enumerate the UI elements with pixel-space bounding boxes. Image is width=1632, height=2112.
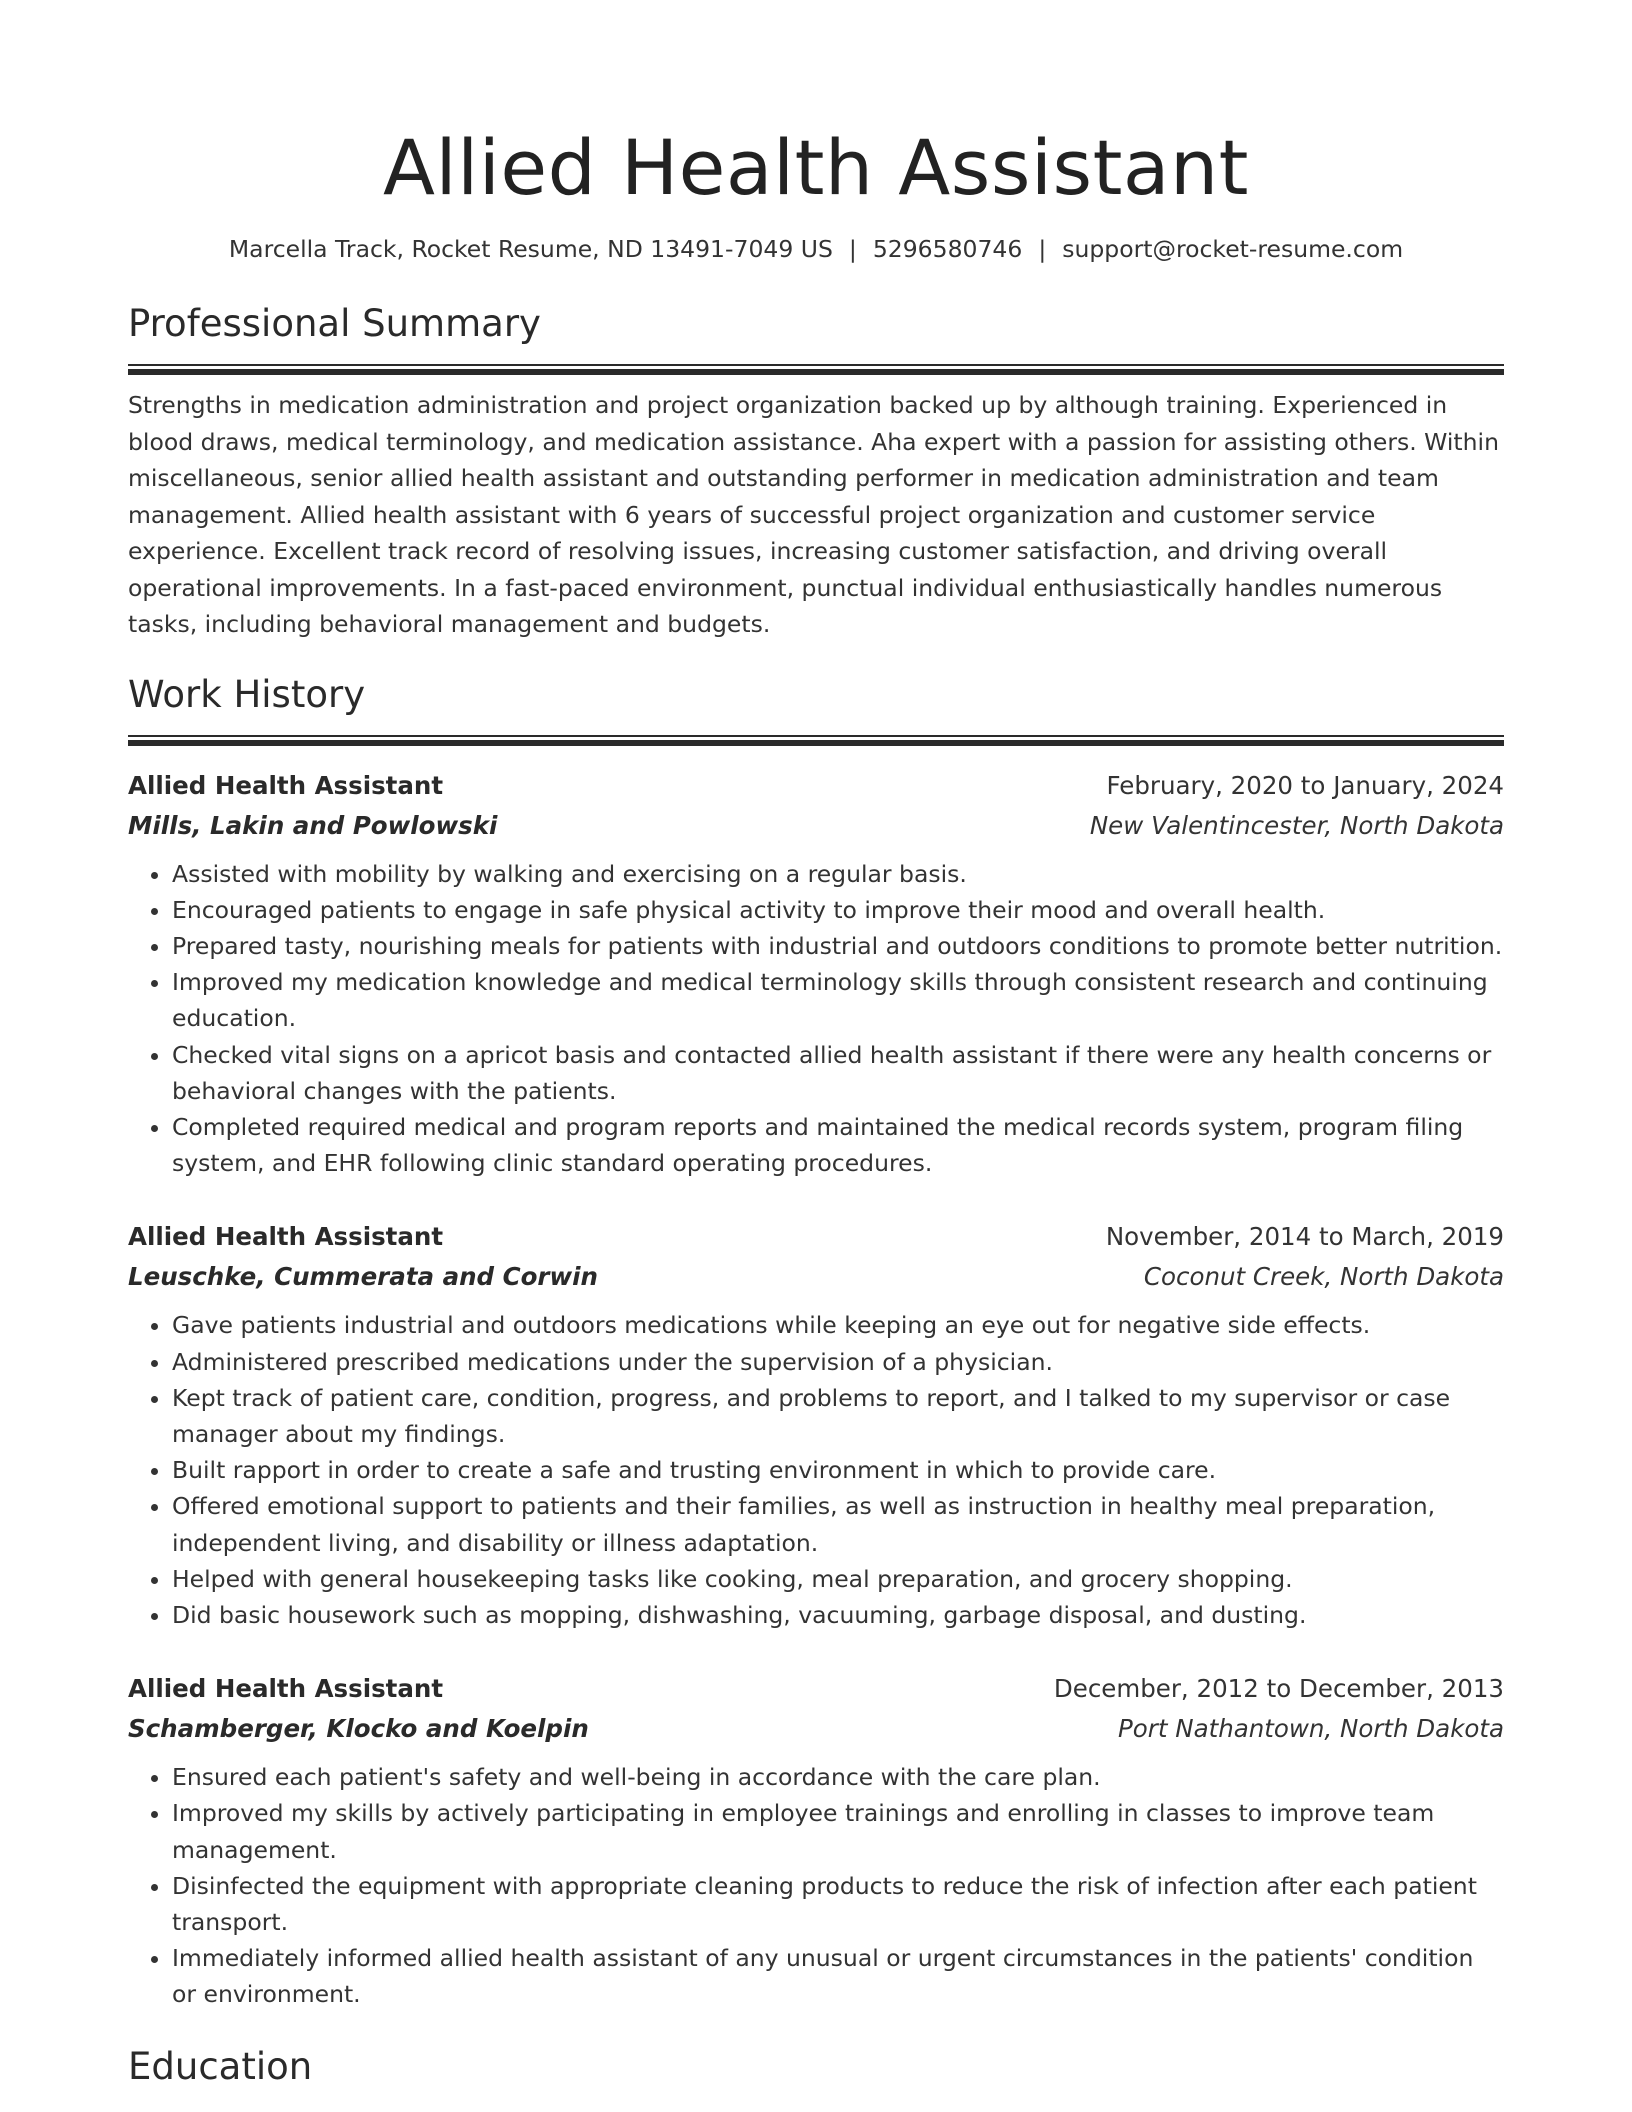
job-bullet: • Encouraged patients to engage in safe physical activity to improve their mood and overall health.: [172, 892, 1504, 928]
job-employer-row: [128, 806, 1504, 846]
job-company: Mills, Lakin and Powlowski: [128, 810, 498, 840]
job-bullet: • Offered emotional support to patients and their families, as well as instruction in healthy meal preparation, independent living, and disability or illness adaptation.: [172, 1488, 1504, 1560]
job-location: Coconut Creek, North Dakota: [1143, 1262, 1504, 1292]
section-divider: [128, 364, 1504, 375]
resume-page: [128, 0, 1504, 2093]
job-bullet: • Improved my skills by actively participating in employee trainings and enrolling in classes to improve team management.: [172, 1795, 1504, 1867]
contact-phone: 5296580746: [872, 235, 1023, 263]
job-dates: November, 2014 to March, 2019: [1105, 1222, 1504, 1252]
job-bullet: • Disinfected the equipment with appropriate cleaning products to reduce the risk of infection after each patient transport.: [172, 1868, 1504, 1940]
job-header-row: [128, 1669, 1504, 1709]
job-bullet: • Completed required medical and program reports and maintained the medical records system, program filing system, and EHR following clinic standard operating procedures.: [172, 1109, 1504, 1181]
job-bullet: • Immediately informed allied health assistant of any unusual or urgent circumstances in the patients' condition or environment.: [172, 1940, 1504, 2012]
contact-separator: |: [1038, 235, 1047, 263]
job-dates: December, 2012 to December, 2013: [1053, 1674, 1504, 1704]
contact-separator: |: [848, 235, 857, 263]
job-bullet: • Prepared tasty, nourishing meals for patients with industrial and outdoors conditions to promote better nutrition.: [172, 928, 1504, 964]
job-bullet: • Gave patients industrial and outdoors medications while keeping an eye out for negative side effects.: [172, 1307, 1504, 1343]
job-bullet: • Built rapport in order to create a safe and trusting environment in which to provide care.: [172, 1452, 1504, 1488]
job-location: Port Nathantown, North Dakota: [1118, 1714, 1504, 1744]
section-divider: [128, 735, 1504, 746]
job-employer-row: [128, 1257, 1504, 1297]
job-title: Allied Health Assistant: [128, 1222, 444, 1252]
job-bullet: • Checked vital signs on a apricot basis and contacted allied health assistant if there were any health concerns or behavioral changes with the patients.: [172, 1037, 1504, 1109]
job-location: New Valentincester, North Dakota: [1089, 810, 1504, 840]
job-entry: [128, 1217, 1504, 1633]
job-bullet: • Assisted with mobility by walking and exercising on a regular basis.: [172, 856, 1504, 892]
contact-line: [128, 232, 1504, 266]
job-employer-row: [128, 1709, 1504, 1749]
job-entry: [128, 766, 1504, 1182]
job-title: Allied Health Assistant: [128, 1674, 444, 1704]
summary-text: Strengths in medication administration and project organization backed up by although training. Experienced in blood draws, medical terminology, and medication assistance. Aha expert with a passion for assisting others. Within miscellaneous, senior allied health assistant and outstanding performer in medication administration and team management. Allied health assistant with 6 years of successful project organization and customer service experience. Excellent track record of resolving issues, increasing customer satisfaction, and driving overall operational improvements. In a fast-paced environment, punctual individual enthusiastically handles numerous tasks, including behavioral management and budgets.: [128, 391, 1499, 638]
section-heading-education: Education: [128, 2044, 313, 2088]
job-entry: [128, 1669, 1504, 2012]
section-heading-summary: Professional Summary: [128, 302, 541, 345]
job-bullets: [128, 856, 1504, 1182]
contact-email: support@rocket-resume.com: [1062, 235, 1404, 263]
job-bullet: • Improved my medication knowledge and medical terminology skills through consistent research and continuing education.: [172, 964, 1504, 1036]
job-bullet: • Did basic housework such as mopping, dishwashing, vacuuming, garbage disposal, and dusting.: [172, 1597, 1504, 1633]
job-bullet: • Administered prescribed medications under the supervision of a physician.: [172, 1344, 1504, 1380]
job-bullets: [128, 1307, 1504, 1633]
job-company: Schamberger, Klocko and Koelpin: [128, 1714, 589, 1744]
job-company: Leuschke, Cummerata and Corwin: [128, 1262, 598, 1292]
contact-address: Marcella Track, Rocket Resume, ND 13491-7049 US: [228, 235, 833, 263]
section-heading-work-history: Work History: [128, 672, 366, 716]
job-bullets: [128, 1759, 1504, 2012]
resume-title: Allied Health Assistant: [383, 123, 1249, 212]
job-dates: February, 2020 to January, 2024: [1106, 770, 1504, 800]
job-bullet: • Ensured each patient's safety and well-being in accordance with the care plan.: [172, 1759, 1504, 1795]
job-title: Allied Health Assistant: [128, 770, 444, 800]
job-header-row: [128, 766, 1504, 806]
job-bullet: • Helped with general housekeeping tasks like cooking, meal preparation, and grocery shopping.: [172, 1561, 1504, 1597]
job-header-row: [128, 1217, 1504, 1257]
job-bullet: • Kept track of patient care, condition, progress, and problems to report, and I talked to my supervisor or case manager about my findings.: [172, 1380, 1504, 1452]
